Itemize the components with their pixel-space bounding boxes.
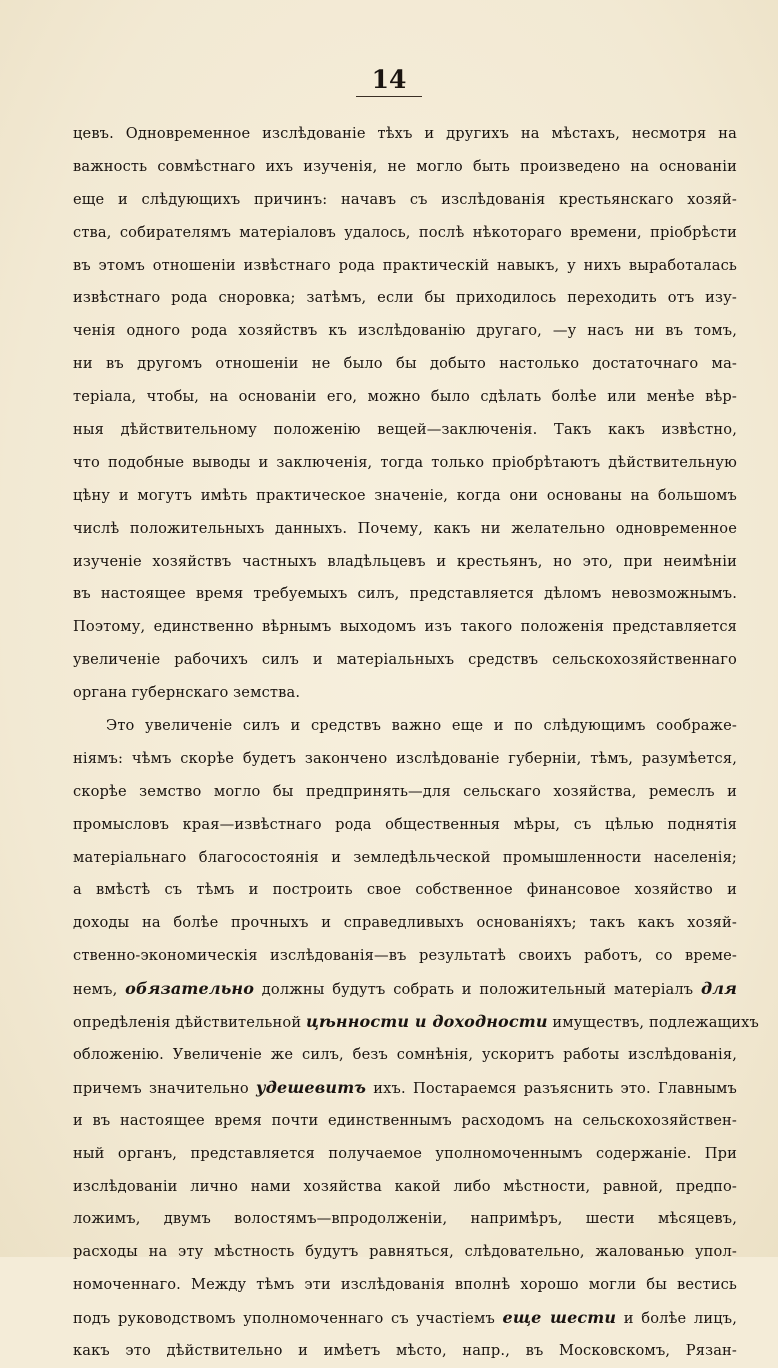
text-line: расходы на эту мѣстность будутъ равняться, слѣдовательно, жалованью упол-: [73, 1243, 737, 1261]
text-line: матеріальнаго благосостоянія и земледѣльческой промышленности населенія;: [73, 848, 737, 866]
text-line: Поэтому, единственно вѣрнымъ выходомъ изъ такого положенія представляется: [73, 618, 737, 636]
emphasized-text: цѣнности и доходности: [305, 1012, 548, 1032]
text-line: промысловъ края—извѣстнаго рода общественныя мѣры, съ цѣлью поднятія: [73, 815, 737, 833]
text-line: а вмѣстѣ съ тѣмъ и построить свое собственное финансовое хозяйство и: [73, 881, 737, 899]
text-line: какъ это дѣйствительно и имѣетъ мѣсто, напр., въ Московскомъ, Рязан-: [73, 1341, 737, 1359]
text-line: ніямъ: чѣмъ скорѣе будетъ закончено изслѣдованіе губерніи, тѣмъ, разумѣется,: [73, 749, 737, 767]
body-text: [73, 118, 759, 1368]
text-line: доходы на болѣе прочныхъ и справедливыхъ основаніяхъ; такъ какъ хозяй-: [73, 914, 737, 932]
text-line: ложимъ, двумъ волостямъ—впродолженіи, напримѣръ, шести мѣсяцевъ,: [73, 1210, 737, 1228]
emphasized-text: для: [700, 979, 737, 999]
text-line: что подобные выводы и заключенія, тогда только пріобрѣтаютъ дѣйствительную: [73, 453, 737, 471]
text-line: Это увеличеніе силъ и средствъ важно еще и по слѣдующимъ соображе-: [106, 717, 737, 735]
text-line: увеличеніе рабочихъ силъ и матеріальныхъ средствъ сельскохозяйственнаго: [73, 651, 737, 669]
text-line: ственно-экономическія изслѣдованія—въ результатѣ своихъ работъ, со време-: [73, 947, 737, 965]
text-line: [73, 973, 737, 1006]
text-run: имуществъ, подлежащихъ: [547, 1014, 759, 1032]
text-line: ченія одного рода хозяйствъ къ изслѣдованію другаго, —у насъ ни въ томъ,: [73, 322, 737, 340]
page-number: 14: [356, 66, 423, 97]
text-line: изученіе хозяйствъ частныхъ владѣльцевъ и крестьянъ, но это, при неимѣніи: [73, 552, 737, 570]
text-line: органа губернскаго земства.: [73, 684, 301, 702]
text-line: цѣну и могутъ имѣть практическое значеніе, когда они основаны на большомъ: [73, 486, 737, 504]
text-line: ства, собирателямъ матеріаловъ удалось, послѣ нѣкотораго времени, пріобрѣсти: [73, 223, 737, 241]
text-line: скорѣе земство могло бы предпринять—для сельскаго хозяйства, ремеслъ и: [73, 782, 737, 800]
text-line: еще и слѣдующихъ причинъ: начавъ съ изслѣдованія крестьянскаго хозяй-: [73, 190, 737, 208]
text-line: [73, 1006, 759, 1039]
text-run: ихъ. Постараемся разъяснить это. Главнымъ: [366, 1079, 737, 1097]
text-line: цевъ. Одновременное изслѣдованіе тѣхъ и другихъ на мѣстахъ, несмотря на: [73, 125, 737, 142]
text-line: въ настоящее время требуемыхъ силъ, представляется дѣломъ невозможнымъ.: [73, 585, 737, 603]
text-line: ный органъ, представляется получаемое уполномоченнымъ содержаніе. При: [73, 1144, 737, 1162]
text-line: изслѣдованіи лично нами хозяйства какой либо мѣстности, равной, предпо-: [73, 1177, 737, 1195]
text-line: теріала, чтобы, на основаніи его, можно было сдѣлать болѣе или менѣе вѣр-: [73, 388, 737, 406]
text-run: немъ,: [73, 981, 126, 999]
text-run: опредѣленія дѣйствительной: [73, 1014, 306, 1032]
text-line: и въ настоящее время почти единственнымъ расходомъ на сельскохозяйствен-: [73, 1111, 737, 1129]
text-line: [73, 1072, 737, 1105]
emphasized-text: удешевитъ: [256, 1077, 367, 1097]
text-line: важность совмѣстнаго ихъ изученія, не могло быть произведено на основаніи: [73, 157, 737, 175]
emphasized-text: еще шести: [502, 1308, 617, 1328]
text-line: [73, 1302, 737, 1335]
text-line: въ этомъ отношеніи извѣстнаго рода практическій навыкъ, у нихъ выработалась: [73, 256, 737, 274]
emphasized-text: обязательно: [125, 979, 255, 999]
text-line: обложенію. Увеличеніе же силъ, безъ сомнѣнія, ускоритъ работы изслѣдованія,: [73, 1045, 737, 1063]
text-run: подъ руководствомъ уполномоченнаго съ участіемъ: [73, 1310, 503, 1328]
text-run: и болѣе лицъ,: [616, 1310, 737, 1328]
text-run: причемъ значительно: [73, 1079, 257, 1097]
text-line: извѣстнаго рода сноровка; затѣмъ, если бы приходилось переходить отъ изу-: [73, 289, 737, 307]
text-line: номоченнаго. Между тѣмъ эти изслѣдованія вполнѣ хорошо могли бы вестись: [73, 1276, 737, 1294]
text-line: числѣ положительныхъ данныхъ. Почему, какъ ни желательно одновременное: [73, 519, 737, 537]
text-run: должны будутъ собрать и положительный матеріалъ: [254, 981, 701, 999]
text-line: ни въ другомъ отношеніи не было бы добыто настолько достаточнаго ма-: [73, 355, 737, 373]
page-header: [0, 66, 778, 97]
text-line: ныя дѣйствительному положенію вещей—заключенія. Такъ какъ извѣстно,: [73, 421, 737, 439]
